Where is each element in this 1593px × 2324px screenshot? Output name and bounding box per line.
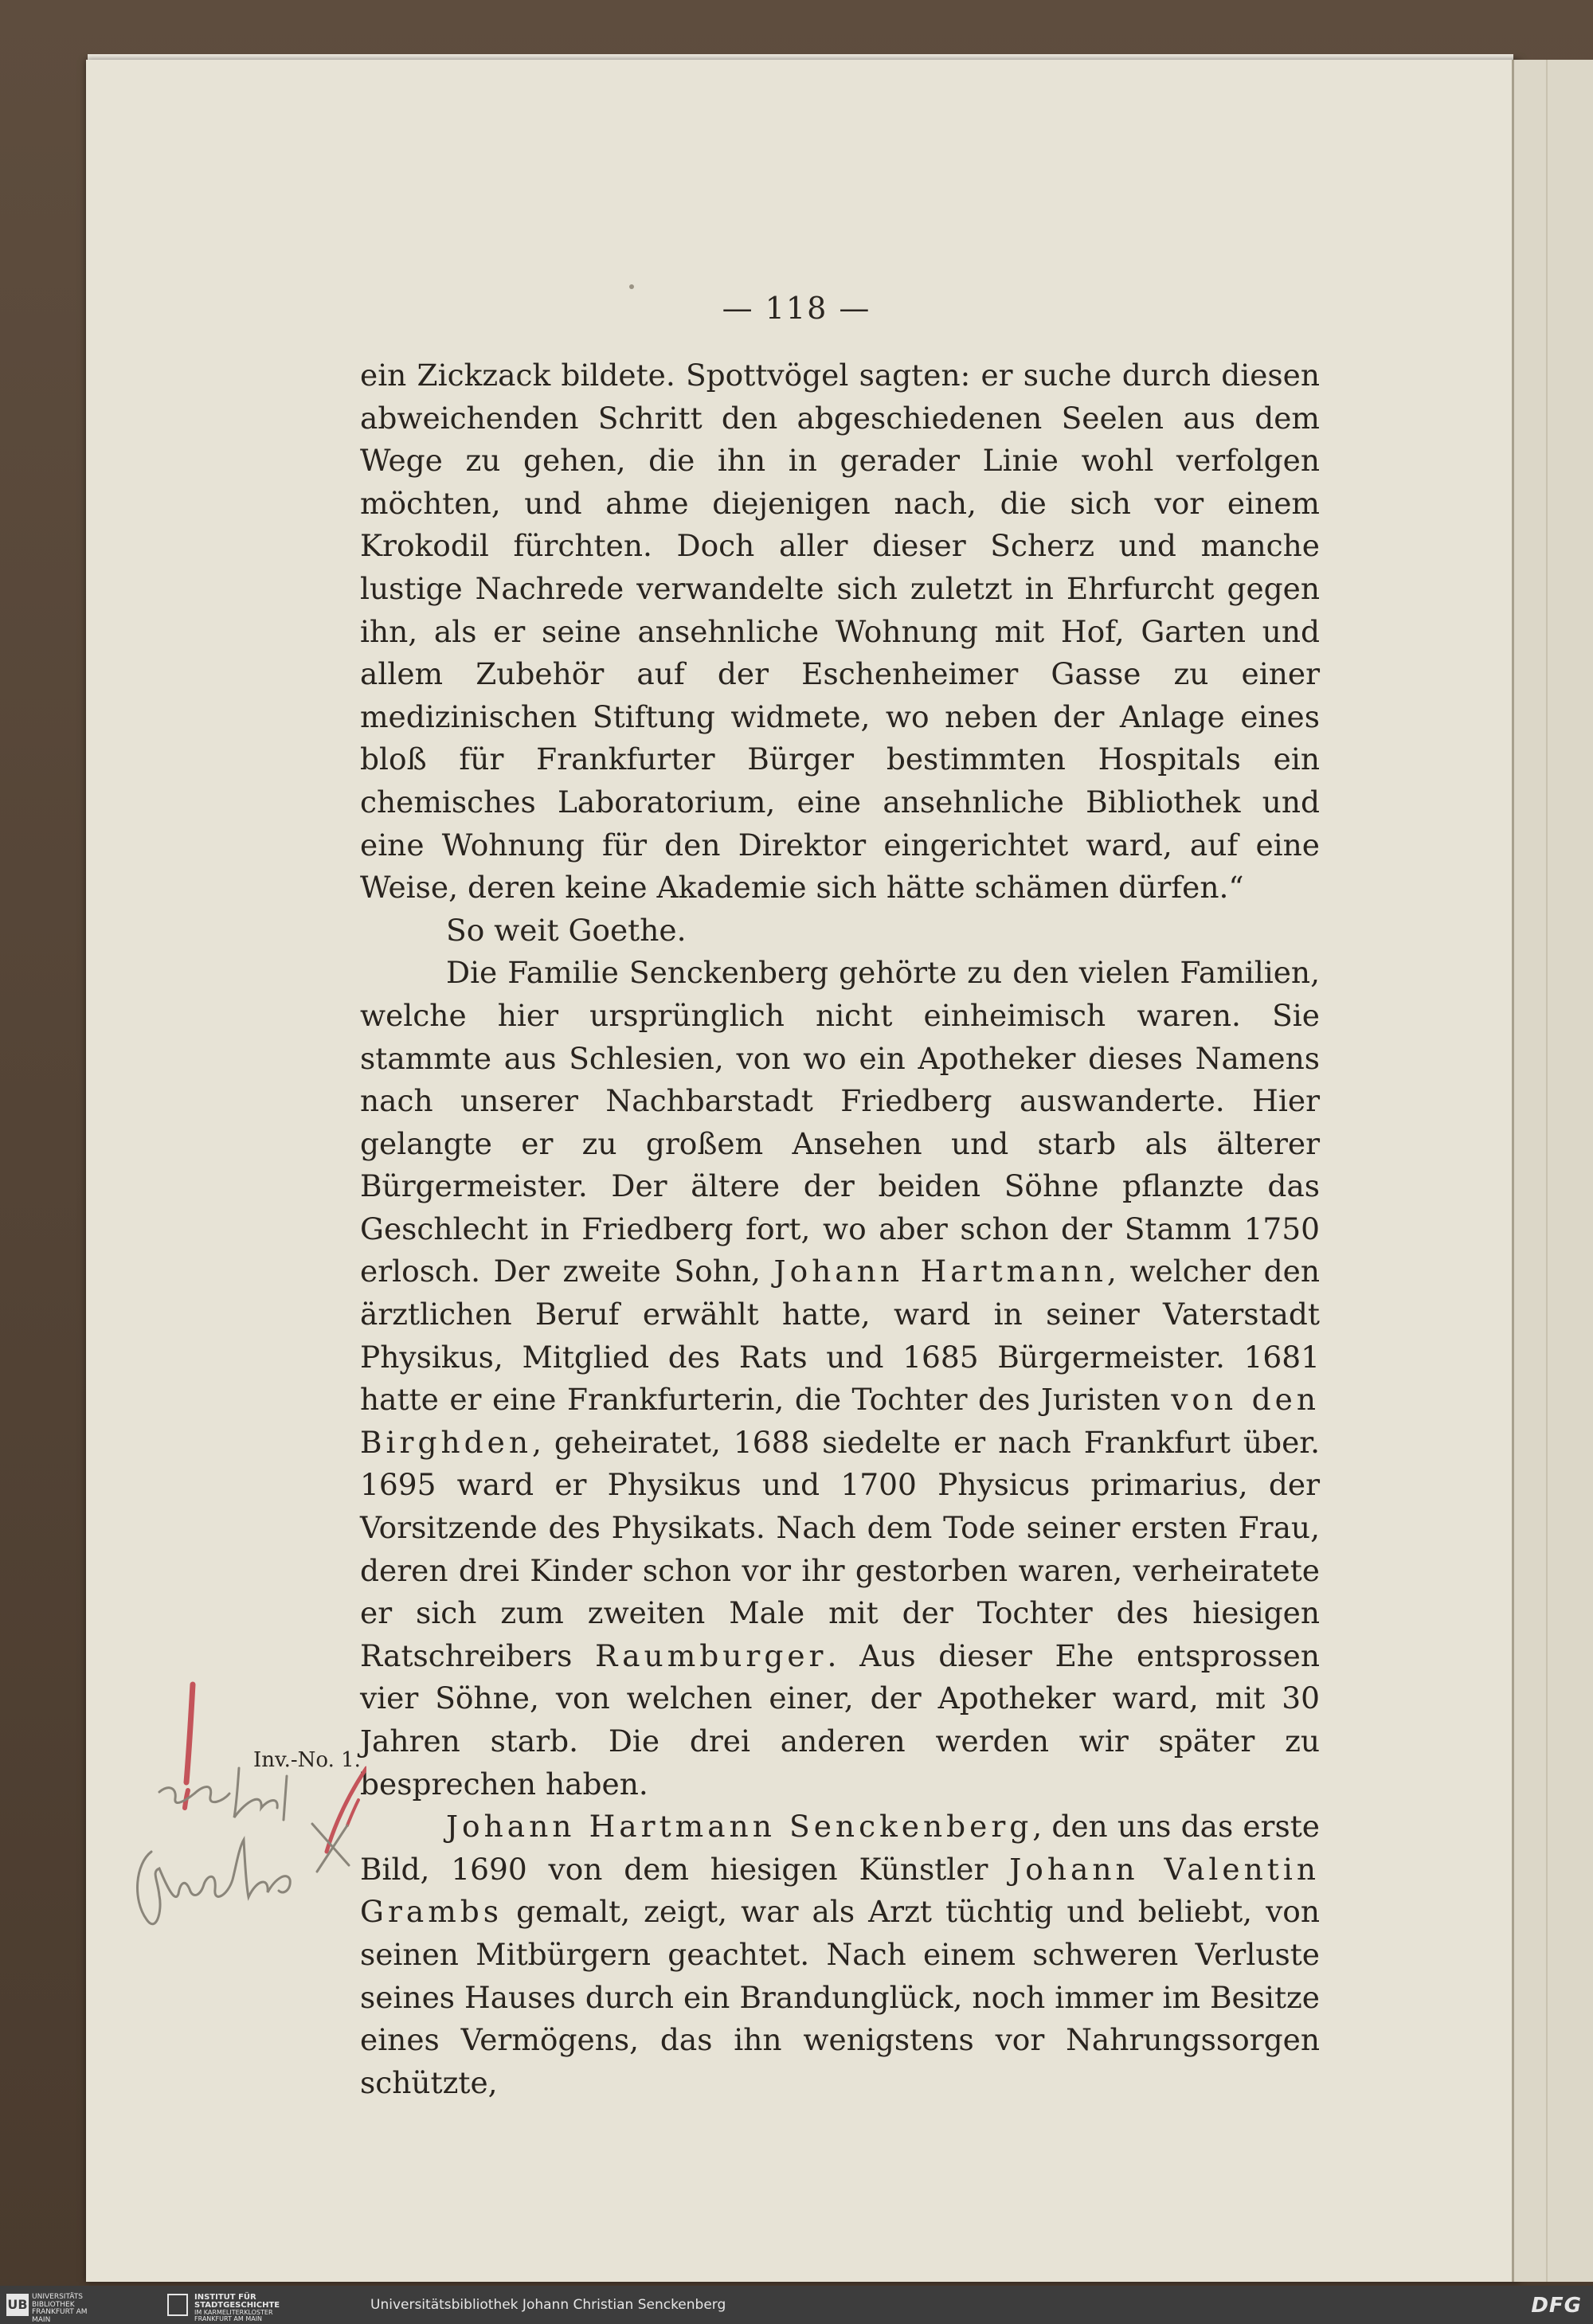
red-pencil-mark [186,1684,193,1782]
spaced-name: Johann Valentin Grambs [360,1851,1320,1930]
text-run: Die Familie Senckenberg gehörte zu den vielen Familien, welche hier ursprünglich nicht einheimisch waren. Sie stammte aus Schlesien, von wo ein Apotheker dieses Namens nach unserer Nachbarstadt Friedberg auswanderte. Hier gelangte er zu großem Ansehen und starb als älterer Bürgermeister. Der ältere der beiden Söhne pflanzte das Geschlecht in Friedberg fort, wo aber schon der Stamm 1750 erlosch. Der zweite Sohn, [360,955,1320,1289]
page-number: — 118 — [722,291,871,326]
ub-mark: UB [6,2294,29,2316]
paragraph [360,910,1320,953]
text-run: , den uns das erste Bild, 1690 von dem hiesigen Künstler [360,1809,1320,1887]
red-pencil-mark [327,1768,366,1852]
ub-logo [6,2292,88,2324]
ub-line: FRANKFURT AM MAIN [32,2308,88,2324]
paragraph [360,1806,1320,2104]
ub-line: BIBLIOTHEK [32,2300,75,2309]
institute-line: STADTGESCHICHTE [194,2301,280,2310]
institute-line: INSTITUT FÜR [194,2293,256,2302]
handwritten-annotation [127,1680,366,1951]
paragraph [360,354,1320,910]
text-run: , welcher den ärztlichen Beruf erwählt hatte, ward in seiner Vaterstadt Physikus, Mitglied des Rats und 1685 Bürgermeister. 1681 hatte er eine Frankfurterin, die Tochter des Juristen [360,1254,1320,1418]
pencil-handwriting [159,1768,287,1820]
next-page-edge [1512,60,1593,2282]
ub-text [32,2294,96,2324]
institute-logo [167,2292,327,2322]
footer-bar [0,2286,1593,2324]
pencil-handwriting [138,1840,291,1924]
pencil-cross [312,1824,349,1872]
institute-line: FRANKFURT AM MAIN [194,2315,263,2322]
ub-line: UNIVERSITÄTS [32,2293,83,2301]
spaced-name: von den Birghden [360,1382,1321,1460]
page-edge-line [1546,60,1548,2282]
text-run: ein Zickzack bildete. Spottvögel sagten: er suche durch diesen abweichenden Schritt den abgeschiedenen Seelen aus dem Wege zu gehen, die ihn in gerader Linie wohl verfolgen möchten, und ahme diejenigen nach, die sich vor einem Krokodil fürchten. Doch aller dieser Scherz und manche lustige Nachrede verwandelte sich zuletzt in Ehrfurcht gegen ihn, als er seine ansehnliche Wohnung mit Hof, Garten und allem Zubehör auf der Eschenheimer Gasse zu einer medizinischen Stiftung widmete, wo neben der Anlage eines bloß für Frankfurter Bürger bestimmten Hospitals ein chemisches Laboratorium, eine ansehnliche Bibliothek und eine Wohnung für den Direktor eingerichtet ward, auf eine Weise, deren keine Akademie sich hätte schämen dürfen.“ [360,358,1320,906]
library-name: Universitätsbibliothek Johann Christian Senckenberg [370,2297,726,2313]
paper-speck [629,284,634,289]
dfg-logo: DFG [1531,2294,1582,2318]
text-run: , geheiratet, 1688 siedelte er nach Frankfurt über. 1695 ward er Physikus und 1700 Physicus primarius, der Vorsitzende des Physikats. Nach dem Tode seiner ersten Frau, deren drei Kinder schon vor ihr gestorben waren, verheiratete er sich zum zweiten Male mit der Tochter des hiesigen Ratschreibers [360,1424,1320,1673]
body-text [360,354,1320,2104]
text-run: So weit Goethe. [446,912,687,948]
red-pencil-mark [347,1800,358,1825]
text-run: . Aus dieser Ehe entsprossen vier Söhne, von welchen einer, der Apotheker ward, mit 30 Jahren starb. Die drei anderen werden wir später zu besprechen haben. [360,1637,1320,1802]
institute-mark-icon [167,2294,188,2316]
institute-text [194,2294,330,2322]
paragraph [360,952,1320,1806]
margin-inventory-note: Inv.-No. 1. [253,1748,361,1772]
spaced-name: Johann Hartmann [773,1254,1107,1289]
spaced-name: Johann Hartmann Senckenberg [446,1809,1033,1845]
institute-line: IM KARMELITERKLOSTER [194,2309,273,2316]
text-run: gemalt, zeigt, war als Arzt tüchtig und beliebt, von seinen Mitbürgern geachtet. Nach einem schweren Verluste seines Hauses durch ein Brandunglück, noch immer im Besitze eines Vermögens, das ihn wenigstens vor Nahrungssorgen schützte, [360,1894,1320,2100]
spaced-name: Raumburger [595,1637,828,1673]
